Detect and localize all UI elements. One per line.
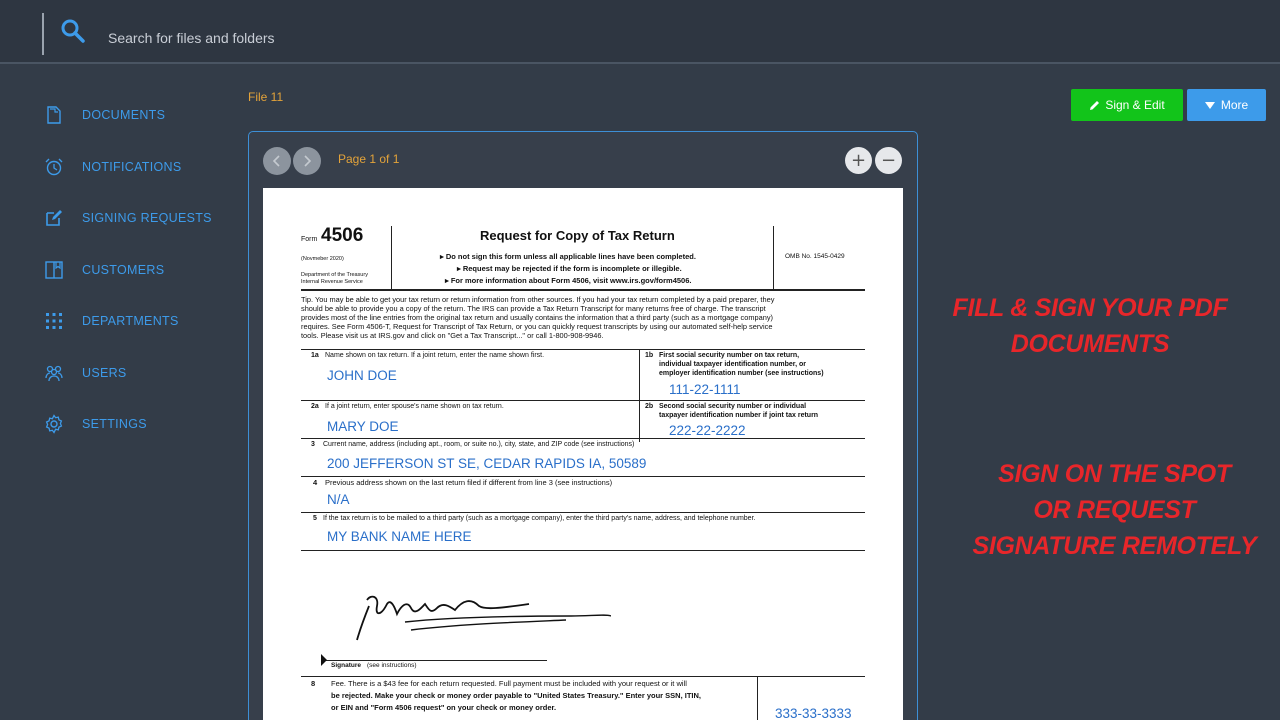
signature-arrow-icon <box>321 654 327 666</box>
line-1a-value[interactable]: JOHN DOE <box>327 368 397 383</box>
form-revision: (Novmeber 2020) <box>301 256 344 262</box>
promo-heading-1 <box>940 290 1240 362</box>
sidebar-item-label: NOTIFICATIONS <box>82 160 182 174</box>
top-bar-divider <box>42 13 44 55</box>
sidebar-item-label: SIGNING REQUESTS <box>82 211 212 225</box>
chevron-left-icon <box>272 155 282 167</box>
sidebar-item-users[interactable] <box>44 359 127 387</box>
sidebar-item-signing-requests[interactable] <box>44 204 212 232</box>
omb-number: OMB No. 1545-0429 <box>785 253 845 260</box>
pdf-page <box>263 188 903 720</box>
line-1b-number: 1b <box>645 352 654 359</box>
promo-line-3: SIGN ON THE SPOT <box>998 460 1231 488</box>
promo-heading-2 <box>962 456 1267 564</box>
sidebar-item-label: SETTINGS <box>82 417 147 431</box>
line-2a-value[interactable]: MARY DOE <box>327 419 399 434</box>
zoom-in-button[interactable]: + <box>845 147 872 174</box>
line-8-text-2: be rejected. Make your check or money order payable to "United States Treasury." Enter your SSN, ITIN, <box>331 691 702 700</box>
line-1a-number: 1a <box>311 352 319 359</box>
line-5-number: 5 <box>313 515 317 522</box>
next-page-button[interactable] <box>293 147 321 175</box>
sign-and-edit-button[interactable] <box>1071 89 1183 121</box>
sidebar-item-label: CUSTOMERS <box>82 263 165 277</box>
search-icon[interactable] <box>60 18 86 44</box>
tip-line-4: requires. See Form 4506-T, Request for Transcript of Tax Return, or you can quickly request transcripts by using our automated self-help service <box>301 322 773 331</box>
sidebar-item-settings[interactable] <box>44 410 147 438</box>
line-8-text-3: or EIN and "Form 4506 request" on your check or money order. <box>331 703 557 712</box>
line-4-label: Previous address shown on the last return filed if different from line 3 (see instructions) <box>325 478 613 487</box>
tip-line-1: Tip. You may be able to get your tax return or return information from other sources. If you had your tax return completed by a paid preparer, they <box>301 295 775 304</box>
document-viewer <box>248 131 918 720</box>
line-1b-label-3: employer identification number (see instructions) <box>659 370 824 377</box>
line-3-label: Current name, address (including apt., room, or suite no.), city, state, and ZIP code (see instructions) <box>323 441 635 448</box>
instruction-3: ▸ For more information about Form 4506, visit www.irs.gov/form4506. <box>445 276 692 285</box>
promo-line-1: FILL & SIGN YOUR PDF <box>952 294 1228 322</box>
line-5-value[interactable]: MY BANK NAME HERE <box>327 529 472 544</box>
sidebar-item-label: DEPARTMENTS <box>82 314 179 328</box>
sidebar <box>0 66 230 720</box>
line-4-value[interactable]: N/A <box>327 492 350 507</box>
chevron-right-icon <box>302 155 312 167</box>
promo-line-4: OR REQUEST <box>1033 496 1196 524</box>
sidebar-item-customers[interactable] <box>44 256 165 284</box>
instruction-1: ▸ Do not sign this form unless all applicable lines have been completed. <box>440 252 696 261</box>
form-title: Request for Copy of Tax Return <box>480 228 675 243</box>
line-1b-label-1: First social security number on tax return, <box>659 352 800 359</box>
caret-down-icon <box>1205 102 1215 109</box>
previous-page-button[interactable] <box>263 147 291 175</box>
sidebar-item-label: DOCUMENTS <box>82 108 166 122</box>
department-line-1: Department of the Treasury <box>301 272 368 278</box>
line-2b-number: 2b <box>645 403 654 410</box>
tip-line-5: tools. Please visit us at IRS.gov and click on "Get a Tax Transcript..." or call 1-800-908-9946. <box>301 331 604 340</box>
instruction-2: ▸ Request may be rejected if the form is incomplete or illegible. <box>457 264 682 273</box>
promo-line-2: DOCUMENTS <box>1010 330 1170 358</box>
book-icon <box>44 260 64 280</box>
promo-line-5: SIGNATURE REMOTELY <box>972 532 1257 560</box>
line-8-number: 8 <box>311 679 316 688</box>
line-3-number: 3 <box>311 441 315 448</box>
signature-label: Signature <box>331 662 361 669</box>
alarm-clock-icon <box>44 157 64 177</box>
line-8-value[interactable]: 333-33-3333 <box>775 706 852 720</box>
line-1b-value[interactable]: 111-22-1111 <box>669 382 741 397</box>
sidebar-item-label: USERS <box>82 366 127 380</box>
line-3-value[interactable]: 200 JEFFERSON ST SE, CEDAR RAPIDS IA, 50589 <box>327 456 647 471</box>
signature-hint: (see instructions) <box>367 662 417 669</box>
sidebar-item-documents[interactable] <box>44 101 166 129</box>
file-title: File 11 <box>248 90 284 104</box>
line-1a-label: Name shown on tax return. If a joint return, enter the name shown first. <box>325 352 545 359</box>
gear-icon <box>44 414 64 434</box>
line-2a-label: If a joint return, enter spouse's name shown on tax return. <box>325 403 504 410</box>
pencil-icon <box>1089 100 1100 111</box>
more-label: More <box>1220 98 1249 112</box>
line-2b-value[interactable]: 222-22-2222 <box>669 423 746 438</box>
zoom-out-button[interactable]: − <box>875 147 902 174</box>
page-indicator: Page 1 of 1 <box>338 152 400 166</box>
more-button[interactable] <box>1187 89 1266 121</box>
line-5-label: If the tax return is to be mailed to a third party (such as a mortgage company), enter the third party's name, address, and telephone number. <box>323 515 756 522</box>
line-1b-label-2: individual taxpayer identification number, or <box>659 361 807 368</box>
sidebar-item-departments[interactable] <box>44 307 179 335</box>
sign-and-edit-label: Sign & Edit <box>1105 98 1165 112</box>
form-prefix: Form <box>301 236 318 243</box>
users-icon <box>44 363 64 383</box>
tip-line-2: should be able to provide you a copy of the return. The IRS can provide a Tax Return Transcript for many returns free of charge. The transcript <box>301 304 766 313</box>
department-line-2: Internal Revenue Service <box>301 279 363 285</box>
sidebar-item-notifications[interactable] <box>44 153 182 181</box>
top-bar <box>0 0 1280 64</box>
form-number: 4506 <box>321 225 364 246</box>
line-8-text-1: Fee. There is a $43 fee for each return requested. Full payment must be included with your request or it will <box>331 679 687 688</box>
line-2a-number: 2a <box>311 403 319 410</box>
edit-icon <box>44 208 64 228</box>
document-icon <box>44 105 64 125</box>
line-4-number: 4 <box>313 478 318 487</box>
grid-icon <box>44 311 64 331</box>
line-2b-label-2: taxpayer identification number if joint tax return <box>659 412 819 419</box>
tip-line-3: provides most of the line entries from the original tax return and usually contains the information that a third party (such as a mortgage company) <box>301 313 774 322</box>
line-2b-label-1: Second social security number or individual <box>659 403 807 410</box>
search-input[interactable] <box>108 26 708 50</box>
signature-drawing <box>351 586 611 646</box>
